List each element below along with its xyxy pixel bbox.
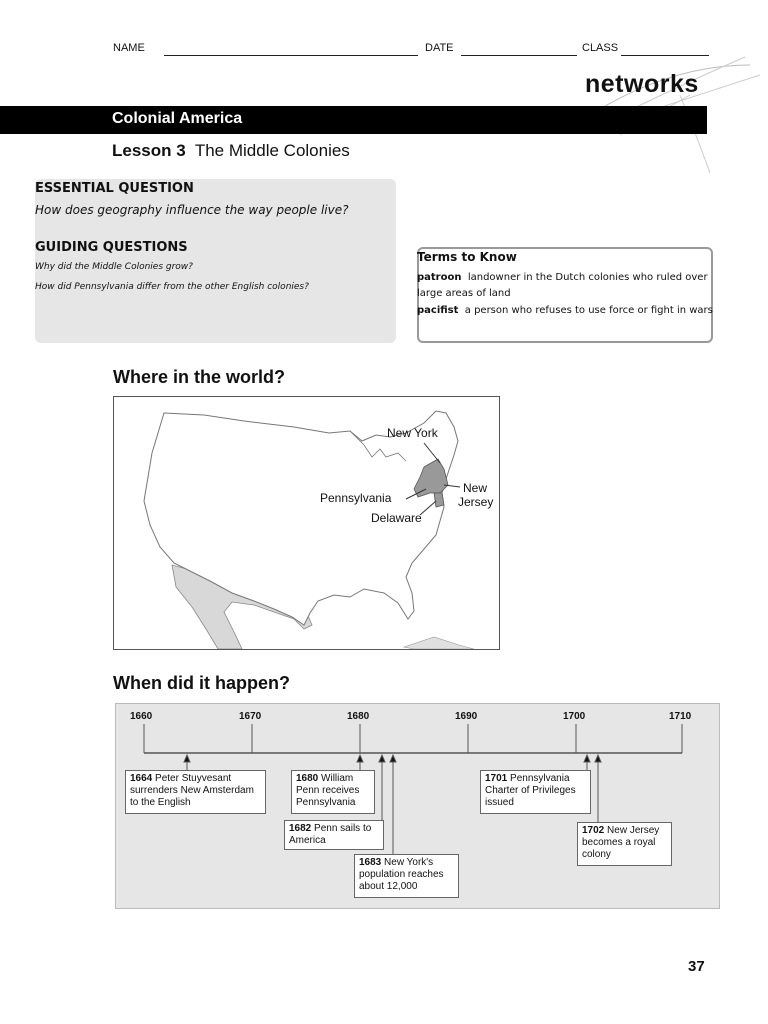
- map-label-delaware: Delaware: [371, 511, 422, 525]
- term-pacifist: [417, 305, 713, 316]
- map-label-pennsylvania: Pennsylvania: [320, 491, 392, 505]
- event-text: William Penn receives Pennsylvania: [296, 773, 360, 808]
- lesson-number: Lesson 3: [112, 141, 186, 160]
- event-text: Penn sails to America: [289, 823, 372, 846]
- year-label-1660: 1660: [130, 711, 153, 722]
- event-year: 1682: [289, 823, 312, 834]
- timeline-event-1664: [125, 770, 266, 814]
- timeline-event-1683: [354, 854, 459, 898]
- map-label-new-jersey-1: New: [463, 481, 488, 495]
- lesson-heading: [112, 141, 350, 161]
- us-map: [113, 396, 500, 650]
- timeline-event-1680: [291, 770, 375, 814]
- where-heading: Where in the world?: [113, 367, 286, 387]
- timeline-event-1682: [284, 820, 384, 850]
- page-number: 37: [688, 958, 705, 975]
- year-label-1690: 1690: [455, 711, 478, 722]
- map-label-new-jersey-2: Jersey: [458, 495, 494, 509]
- year-label-1670: 1670: [239, 711, 262, 722]
- essential-question-text: How does geography influence the way people live?: [35, 203, 349, 217]
- title-banner: [0, 106, 707, 134]
- event-year: 1683: [359, 857, 382, 868]
- event-text: Peter Stuyvesant surrenders New Amsterdam to the English: [130, 773, 254, 808]
- term-patroon: [417, 272, 708, 283]
- term-word: patroon: [417, 272, 462, 283]
- timeline-event-1701: [480, 770, 591, 814]
- name-field[interactable]: [164, 55, 418, 56]
- date-label: DATE: [425, 42, 454, 54]
- event-text: New York's population reaches about 12,000: [359, 857, 444, 892]
- banner-title: Colonial America: [112, 110, 243, 127]
- event-year: 1702: [582, 825, 605, 836]
- event-text: New Jersey becomes a royal colony: [582, 825, 660, 860]
- term-definition: landowner in the Dutch colonies who ruled over: [467, 272, 708, 283]
- us-map-graphic: [114, 397, 499, 649]
- class-label: CLASS: [582, 42, 619, 54]
- event-year: 1701: [485, 773, 508, 784]
- when-heading: When did it happen?: [113, 673, 290, 693]
- essential-question-heading: ESSENTIAL QUESTION: [35, 181, 194, 196]
- year-label-1700: 1700: [563, 711, 586, 722]
- term-word: pacifist: [417, 305, 459, 316]
- year-label-1710: 1710: [669, 711, 692, 722]
- event-year: 1680: [296, 773, 319, 784]
- guiding-question-1: Why did the Middle Colonies grow?: [35, 262, 193, 272]
- networks-logo: networks: [585, 70, 699, 98]
- timeline-event-1702: [577, 822, 672, 866]
- event-year: 1664: [130, 773, 153, 784]
- term-definition-cont: large areas of land: [417, 288, 511, 299]
- event-text: Pennsylvania Charter of Privileges issued: [485, 773, 576, 808]
- year-label-1680: 1680: [347, 711, 370, 722]
- guiding-question-2: How did Pennsylvania differ from the other English colonies?: [35, 282, 309, 292]
- lesson-title: The Middle Colonies: [194, 141, 350, 160]
- terms-title: Terms to Know: [417, 250, 517, 264]
- guiding-questions-heading: GUIDING QUESTIONS: [35, 240, 188, 255]
- name-label: NAME: [113, 42, 145, 54]
- map-label-new-york: New York: [387, 426, 438, 440]
- term-definition: a person who refuses to use force or fight in wars: [464, 305, 713, 316]
